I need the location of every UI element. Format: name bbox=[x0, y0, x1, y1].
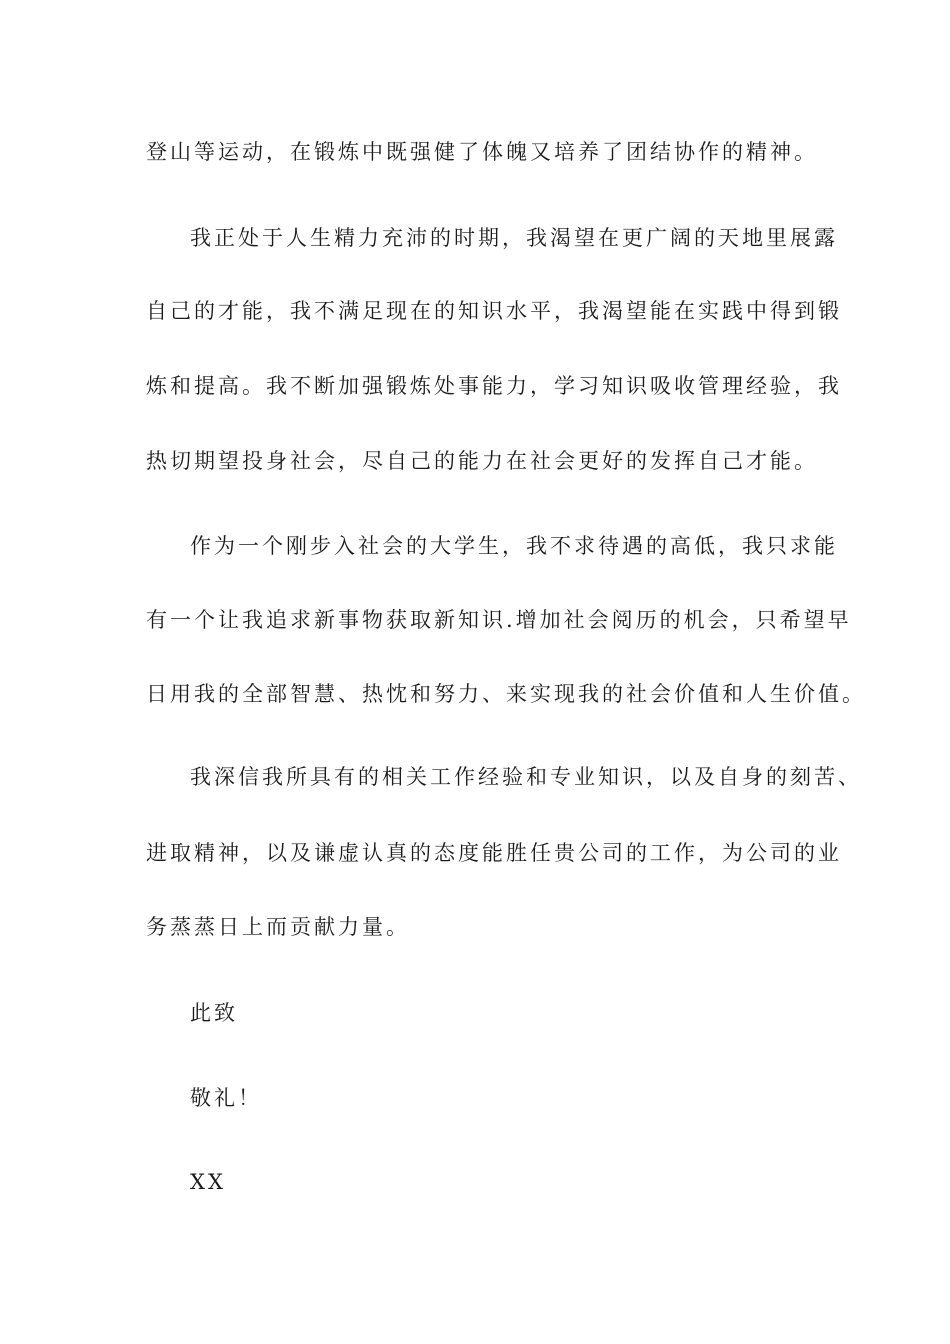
paragraph-line: 进取精神，以及谦虚认真的态度能胜任贵公司的工作，为公司的业 bbox=[146, 841, 842, 865]
paragraph-line: 炼和提高。我不断加强锻炼处事能力，学习知识吸收管理经验，我 bbox=[146, 374, 842, 398]
paragraph-line: 我正处于人生精力充沛的时期，我渴望在更广阔的天地里展露 bbox=[190, 226, 838, 250]
paragraph-line: 登山等运动，在锻炼中既强健了体魄又培养了团结协作的精神。 bbox=[146, 140, 818, 164]
paragraph-line: 作为一个刚步入社会的大学生，我不求待遇的高低，我只求能 bbox=[190, 534, 838, 558]
closing-text: 此致 bbox=[190, 1001, 238, 1025]
paragraph-line: 务蒸蒸日上而贡献力量。 bbox=[146, 915, 410, 939]
paragraph-line: 日用我的全部智慧、热忱和努力、来实现我的社会价值和人生价值。 bbox=[146, 682, 866, 706]
paragraph-line: 热切期望投身社会，尽自己的能力在社会更好的发挥自己才能。 bbox=[146, 449, 818, 473]
paragraph-line: 我深信我所具有的相关工作经验和专业知识，以及自身的刻苦、 bbox=[190, 765, 862, 789]
paragraph-line: 有一个让我追求新事物获取新知识.增加社会阅历的机会，只希望早 bbox=[146, 608, 852, 632]
signature-text: XX bbox=[190, 1170, 226, 1194]
salutation-text: 敬礼！ bbox=[190, 1086, 262, 1110]
paragraph-line: 自己的才能，我不满足现在的知识水平，我渴望能在实践中得到锻 bbox=[146, 299, 842, 323]
